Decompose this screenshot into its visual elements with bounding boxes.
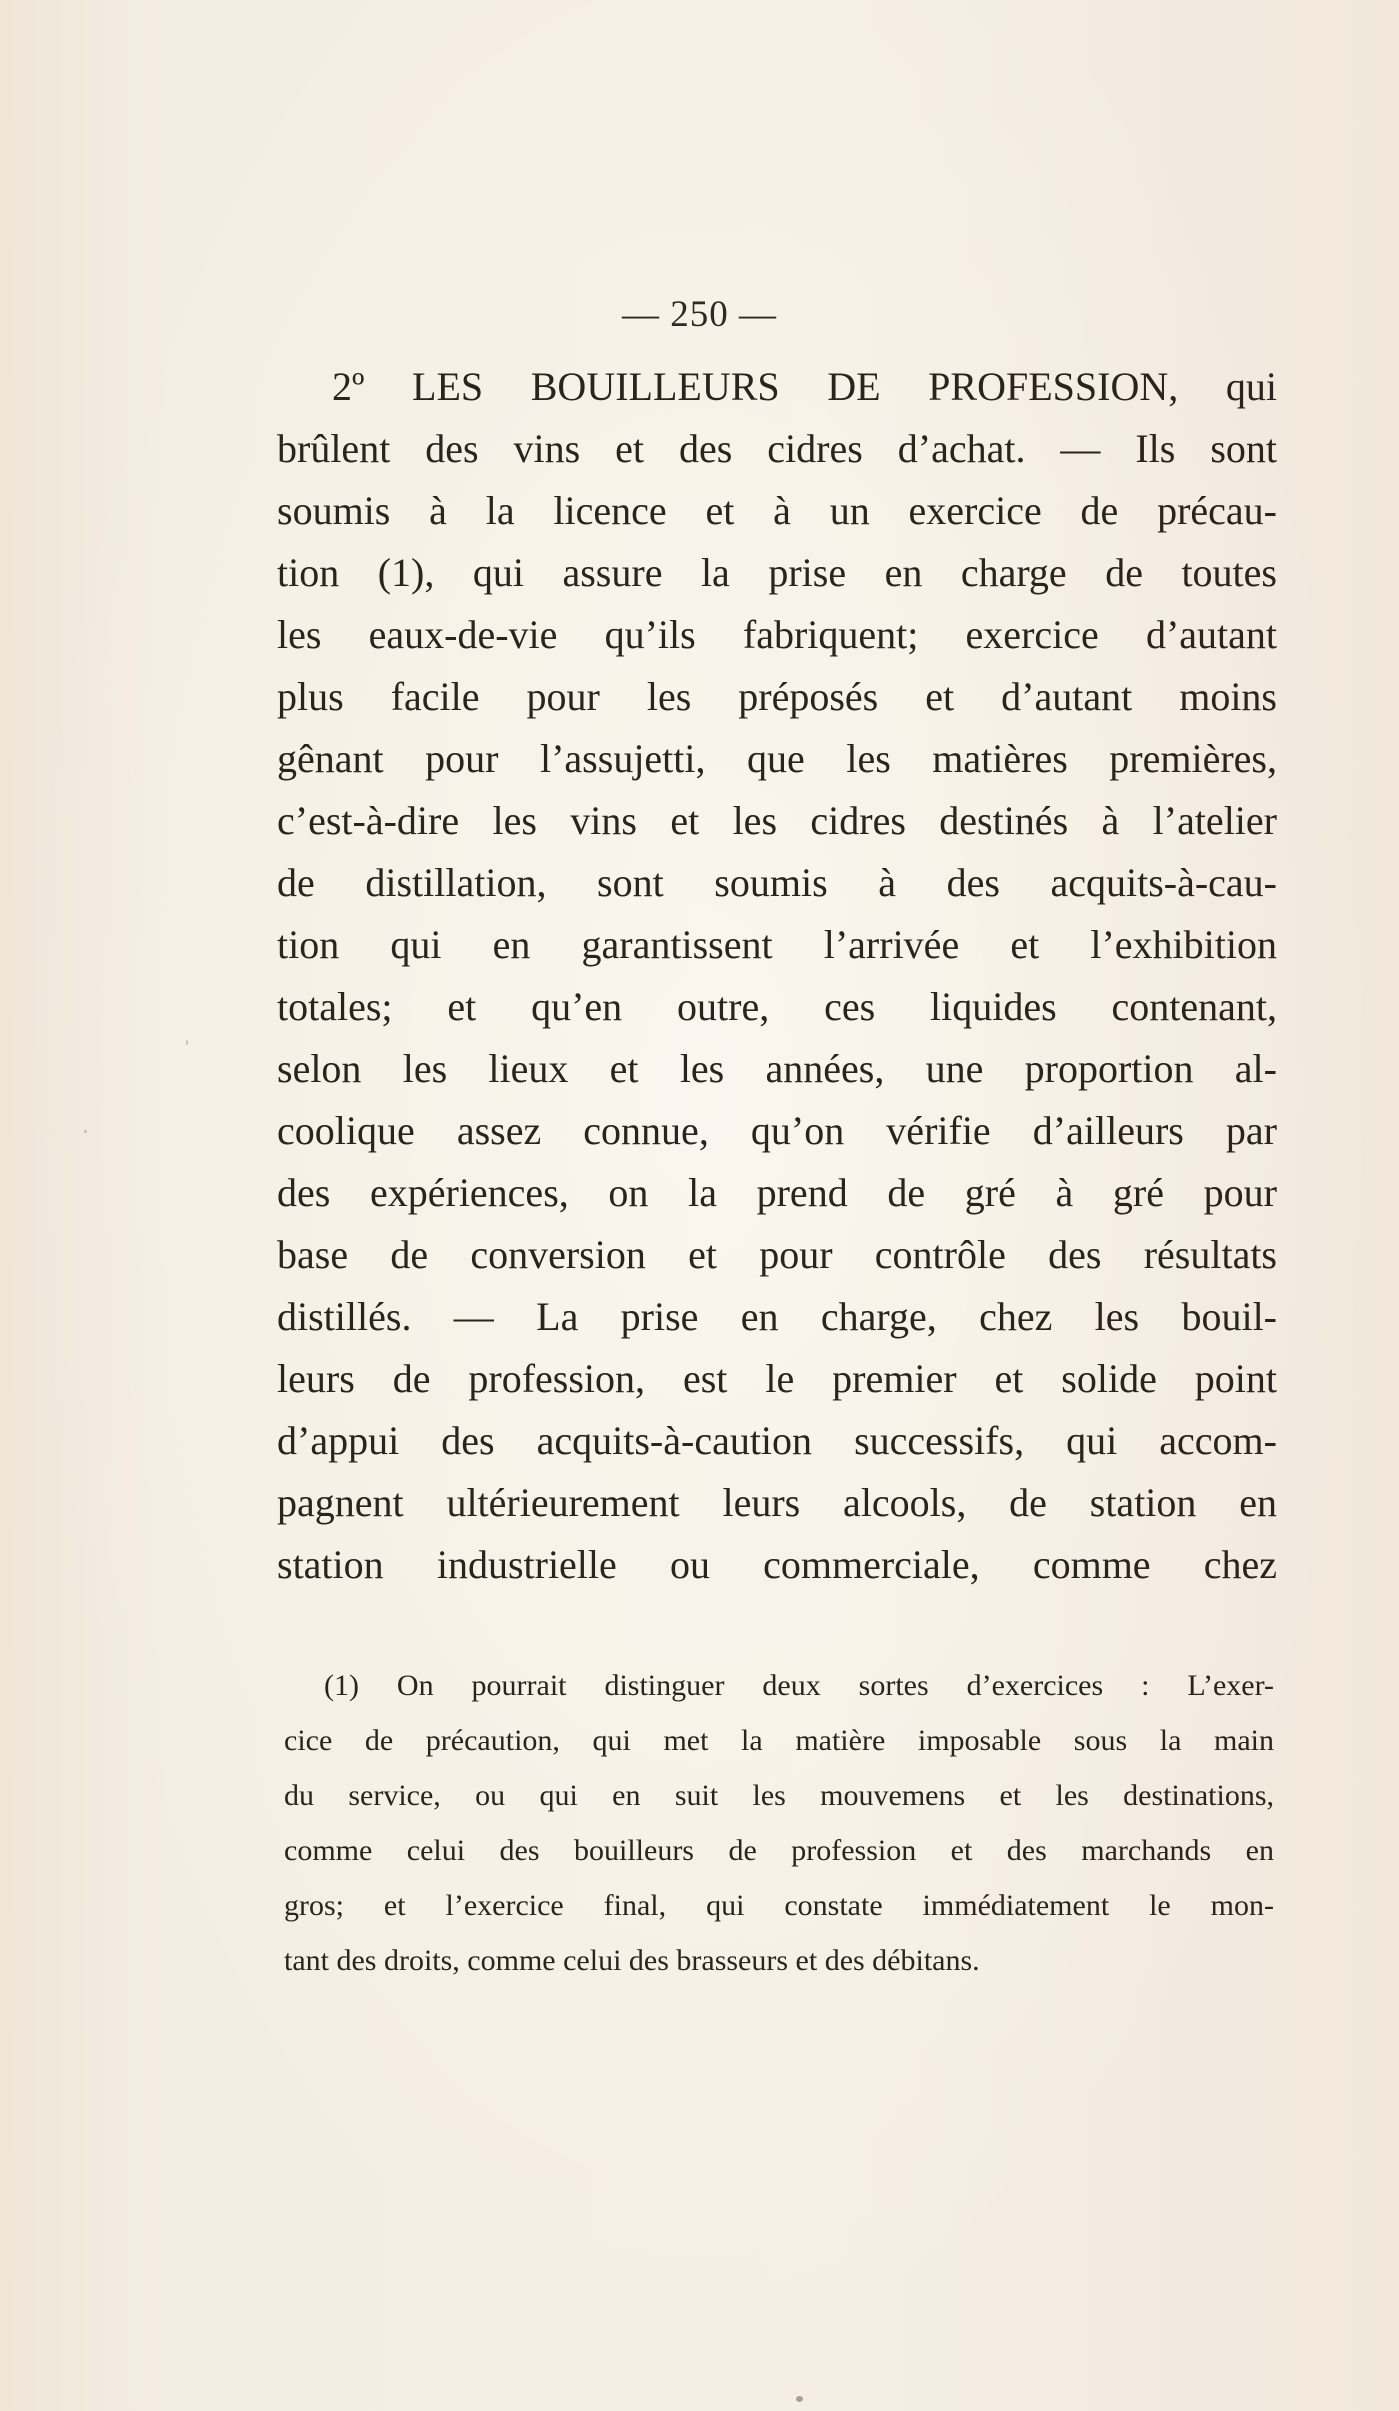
- text-line: leurs de profession, est le premier et solide point: [277, 1356, 1277, 1401]
- text-line: tion qui en garantissent l’arrivée et l’exhibition: [277, 922, 1277, 967]
- footnote-line: cice de précaution, qui met la matière imposable sous la main: [284, 1724, 1274, 1757]
- text-line: gênant pour l’assujetti, que les matières premières,: [277, 736, 1277, 781]
- text-line: coolique assez connue, qu’on vérifie d’ailleurs par: [277, 1108, 1277, 1153]
- footnote-line: comme celui des bouilleurs de profession et des marchands en: [284, 1834, 1274, 1867]
- text-line: des expériences, on la prend de gré à gré pour: [277, 1170, 1277, 1215]
- footnote-line: gros; et l’exercice final, qui constate immédiatement le mon-: [284, 1889, 1274, 1922]
- text-line: 2º LES BOUILLEURS DE PROFESSION, qui: [332, 364, 1277, 409]
- text-line: plus facile pour les préposés et d’autant moins: [277, 674, 1277, 719]
- text-line: brûlent des vins et des cidres d’achat. — Ils sont: [277, 426, 1277, 471]
- text-line: selon les lieux et les années, une proportion al-: [277, 1046, 1277, 1091]
- paper-speck: [84, 1130, 87, 1133]
- text-line: distillés. — La prise en charge, chez les bouil-: [277, 1294, 1277, 1339]
- paper-speck: [186, 1040, 188, 1045]
- footnote-line: du service, ou qui en suit les mouvemens et les destinations,: [284, 1779, 1274, 1812]
- text-line: d’appui des acquits-à-caution successifs, qui accom-: [277, 1418, 1277, 1463]
- text-line: totales; et qu’en outre, ces liquides contenant,: [277, 984, 1277, 1029]
- footnote-line: (1) On pourrait distinguer deux sortes d’exercices : L’exer-: [324, 1669, 1274, 1702]
- text-line: soumis à la licence et à un exercice de précau-: [277, 488, 1277, 533]
- text-line: pagnent ultérieurement leurs alcools, de station en: [277, 1480, 1277, 1525]
- text-line: c’est-à-dire les vins et les cidres destinés à l’atelier: [277, 798, 1277, 843]
- footnote: [284, 1658, 1274, 1988]
- text-line: de distillation, sont soumis à des acquits-à-cau-: [277, 860, 1277, 905]
- footnote-line: tant des droits, comme celui des brasseurs et des débitans.: [284, 1944, 980, 1977]
- text-line: base de conversion et pour contrôle des résultats: [277, 1232, 1277, 1277]
- page-number: — 250 —: [622, 294, 777, 335]
- text-line: station industrielle ou commerciale, comme chez: [277, 1542, 1277, 1587]
- main-paragraph: [277, 356, 1277, 1596]
- paper-speck: [796, 2396, 803, 2402]
- text-line: les eaux-de-vie qu’ils fabriquent; exercice d’autant: [277, 612, 1277, 657]
- text-line: tion (1), qui assure la prise en charge de toutes: [277, 550, 1277, 595]
